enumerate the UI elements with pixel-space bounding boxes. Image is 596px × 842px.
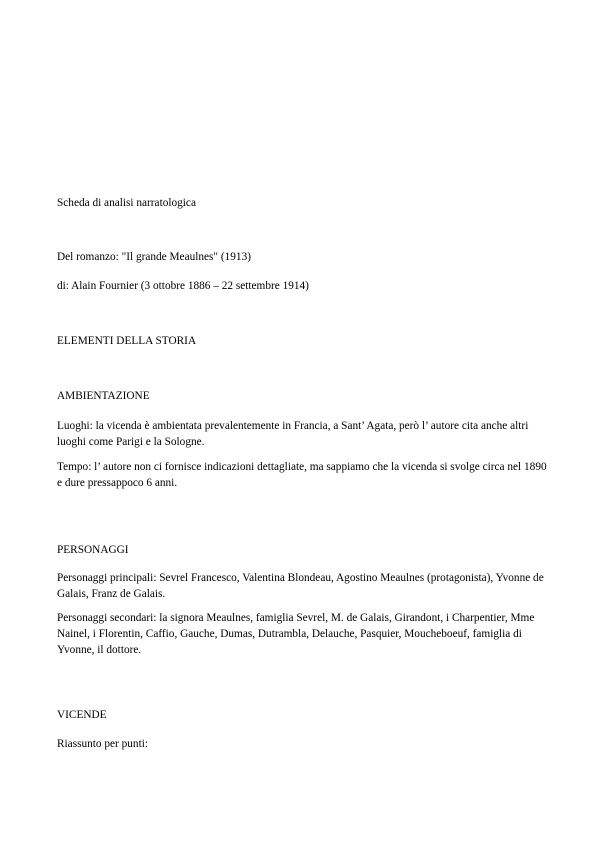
- author-line: di: Alain Fournier (3 ottobre 1886 – 22 settembre 1914): [57, 280, 309, 292]
- setting-places-paragraph: Luoghi: la vicenda è ambientata prevalentemente in Francia, a Sant’ Agata, però l’ autore cita anche altri luoghi come Parigi e la Sologne.: [57, 420, 529, 448]
- document-title: Scheda di analisi narratologica: [57, 197, 196, 209]
- section-heading-setting: AMBIENTAZIONE: [57, 390, 150, 402]
- setting-time-paragraph: Tempo: l’ autore non ci fornisce indicazioni dettagliate, ma sappiamo che la vicenda si svolge circa nel 1890 e dure pressappoco 6 anni.: [57, 461, 547, 489]
- novel-line: Del romanzo: "Il grande Meaulnes" (1913): [57, 251, 251, 263]
- section-heading-characters: PERSONAGGI: [57, 544, 129, 556]
- events-summary-label: Riassunto per punti:: [57, 738, 148, 750]
- characters-secondary-paragraph: Personaggi secondari: la signora Meaulnes, famiglia Sevrel, M. de Galais, Girandont, i Charpentier, Mme Nainel, i Florentin, Caffio, Gauche, Dumas, Dutrambla, Delauche, Pasquier, Moucheboeuf, famiglia di Yvonne, il dottore.: [57, 612, 535, 656]
- section-heading-events: VICENDE: [57, 709, 107, 721]
- characters-main-paragraph: Personaggi principali: Sevrel Francesco, Valentina Blondeau, Agostino Meaulnes (protagonista), Yvonne de Galais, Franz de Galais.: [57, 572, 544, 600]
- section-heading-elements: ELEMENTI DELLA STORIA: [57, 335, 197, 347]
